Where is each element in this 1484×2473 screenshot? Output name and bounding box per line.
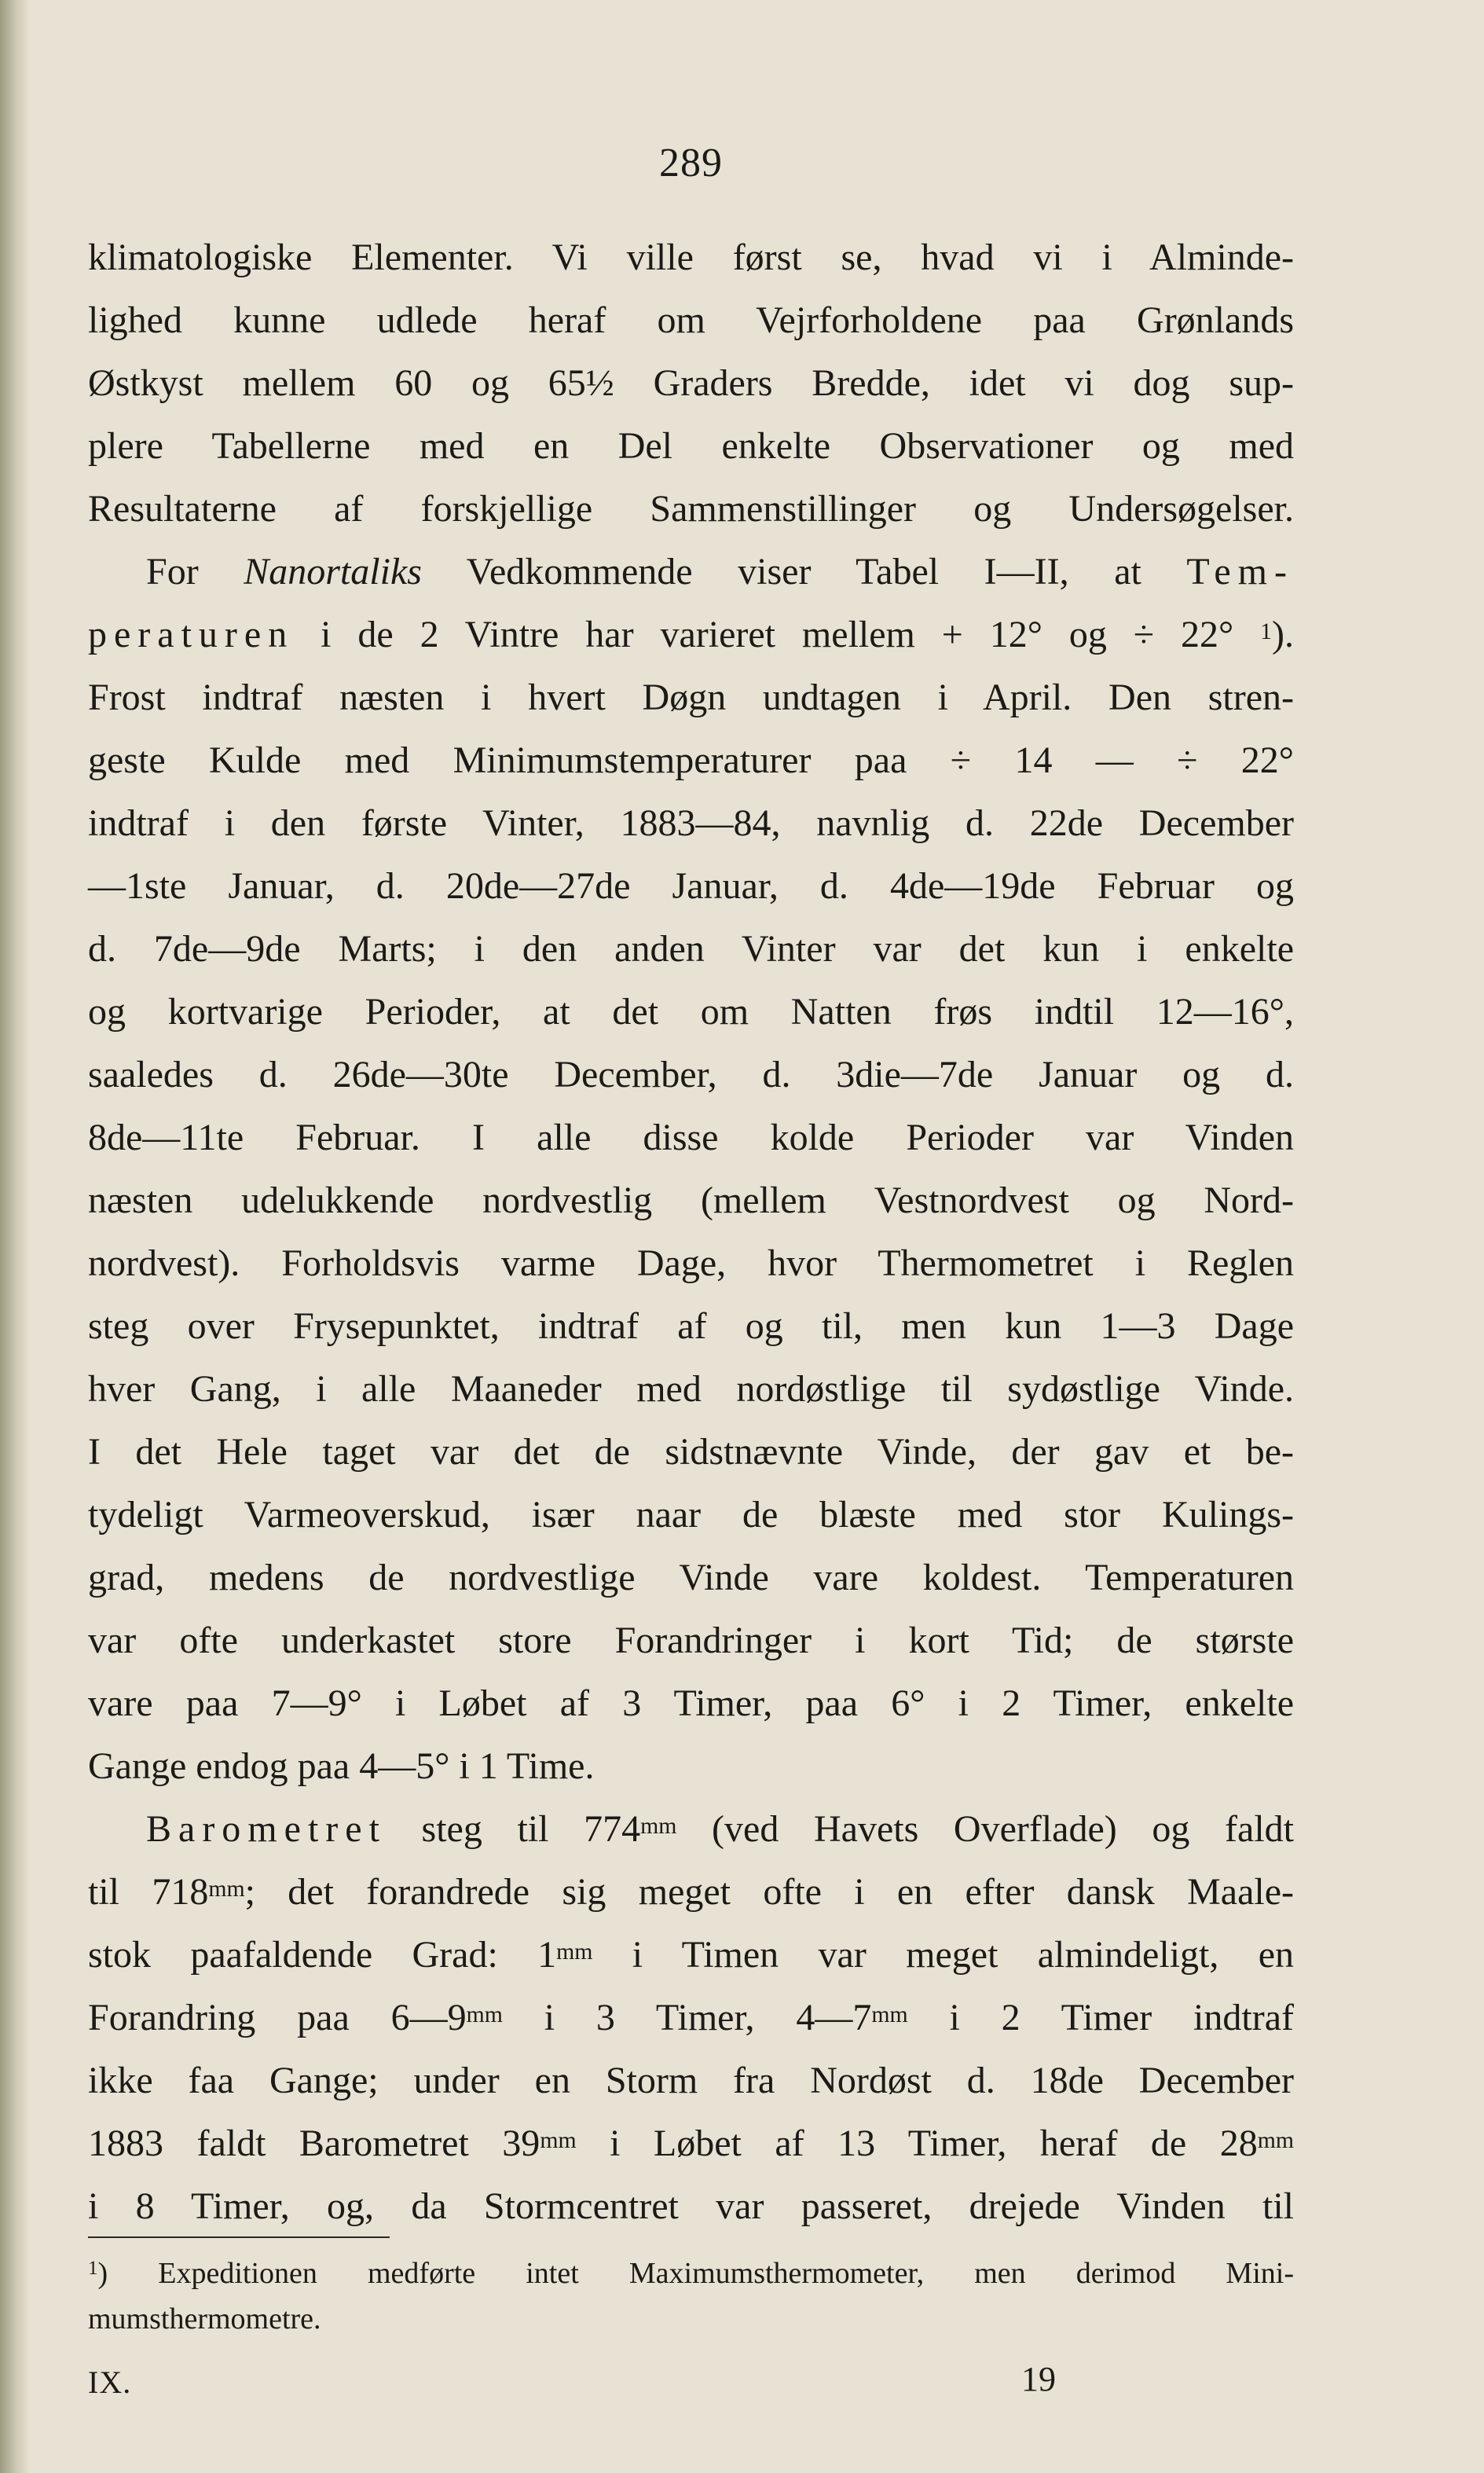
text-line: Resultaterne af forskjellige Sammenstillinger og Undersøgelser.: [88, 488, 1294, 530]
text-line-rich: Østkyst mellem 60 og 65½ Graders Bredde, idet vi dog sup-: [88, 362, 1294, 404]
scan-edge: [0, 0, 30, 2473]
text-line-rich: stok paafaldende Grad: $1^{mm}$ i Timen var meget almindeligt, en: [88, 1934, 1295, 1976]
signature-mark: IX.: [88, 2365, 132, 2400]
text-line: indtraf i den første Vinter, 1883—84, navnlig d. 22de December: [88, 802, 1294, 844]
paragraph-start-line: [146, 541, 1294, 604]
text-line-rich: peraturen i de 2 Vintre har varieret mellem + 12° og ÷ 22° $^1$).: [88, 614, 1294, 655]
text-line: plere Tabellerne med en Del enkelte Observationer og med: [88, 425, 1294, 467]
text-line: Frost indtraf næsten i hvert Døgn undtagen i April. Den stren-: [88, 677, 1294, 718]
text-line: ikke faa Gange; under en Storm fra Nordøst d. 18de December: [88, 2060, 1294, 2101]
footnote-line: [88, 2251, 1294, 2296]
text-line: steg over Frysepunktet, indtraf af og til, men kun 1—3 Dage: [88, 1305, 1294, 1347]
text-line: [88, 1987, 1294, 2049]
text-line: —1ste Januar, d. 20de—27de Januar, d. 4de—19de Februar og: [88, 865, 1294, 907]
text-line: [88, 1861, 1294, 1924]
page-number: 289: [659, 141, 723, 185]
text-line: [88, 604, 1294, 666]
text-line: tydeligt Varmeoverskud, især naar de blæste med stor Kulings-: [88, 1494, 1294, 1536]
book-page: [88, 0, 1294, 2473]
signature-number: 19: [1021, 2360, 1056, 2398]
text-line: [88, 1924, 1294, 1987]
text-line: d. 7de—9de Marts; i den anden Vinter var det kun i enkelte: [88, 928, 1294, 970]
text-line: hver Gang, i alle Maaneder med nordøstlige til sydøstlige Vinde.: [88, 1368, 1294, 1410]
footnote-divider: [88, 2236, 390, 2238]
text-line: grad, medens de nordvestlige Vinde vare koldest. Temperaturen: [88, 1557, 1294, 1598]
text-line: I det Hele taget var det de sidstnævnte Vinde, der gav et be-: [88, 1431, 1294, 1473]
text-line: saaledes d. 26de—30te December, d. 3die—7de Januar og d.: [88, 1054, 1294, 1095]
text-line: geste Kulde med Minimumstemperaturer paa ÷ 14 — ÷ 22°: [88, 739, 1294, 781]
text-line: [88, 352, 1294, 415]
text-line-rich: 1883 faldt Barometret $39^{mm}$ i Løbet af 13 Timer, heraf de $28^{mm}$: [88, 2123, 1294, 2164]
text-line: næsten udelukkende nordvestlig (mellem Vestnordvest og Nord-: [88, 1180, 1294, 1221]
text-line-rich: Forandring paa $6—9^{mm}$ i 3 Timer, $4—7^{mm}$ i 2 Timer indtraf: [88, 1997, 1294, 2038]
text-line: var ofte underkastet store Forandringer i kort Tid; de største: [88, 1620, 1294, 1661]
text-line: i 8 Timer, og, da Stormcentret var passeret, drejede Vinden til: [88, 2185, 1294, 2227]
footnote-line: mumsthermometre.: [88, 2302, 321, 2335]
text-line: og kortvarige Perioder, at det om Natten frøs indtil 12—16°,: [88, 991, 1294, 1033]
text-line: [88, 2112, 1294, 2175]
text-line-rich: til $718^{mm}$; det forandrede sig meget ofte i en efter dansk Maale-: [88, 1871, 1294, 1913]
text-line: klimatologiske Elementer. Vi ville først se, hvad vi i Alminde-: [88, 237, 1294, 278]
footnote-mark: 1: [88, 2257, 98, 2279]
footnote-text: ) Expeditionen medførte intet Maximumsthermometer, men derimod Mini-: [97, 2257, 1294, 2290]
text-line-rich: For Nanortaliks Vedkommende viser Tabel I—II, at Tem-: [146, 551, 1294, 593]
text-line-rich: Barometret steg til $774^{mm}$ (ved Havets Overflade) og faldt: [146, 1808, 1295, 1850]
text-line: 8de—11te Februar. I alle disse kolde Perioder var Vinden: [88, 1117, 1294, 1158]
text-line: Gange endog paa 4—5° i 1 Time.: [88, 1745, 595, 1787]
text-line: vare paa 7—9° i Løbet af 3 Timer, paa 6° i 2 Timer, enkelte: [88, 1682, 1294, 1724]
text-line: lighed kunne udlede heraf om Vejrforholdene paa Grønlands: [88, 299, 1294, 341]
paragraph-start-line: [146, 1798, 1294, 1861]
text-line: nordvest). Forholdsvis varme Dage, hvor Thermometret i Reglen: [88, 1242, 1294, 1284]
